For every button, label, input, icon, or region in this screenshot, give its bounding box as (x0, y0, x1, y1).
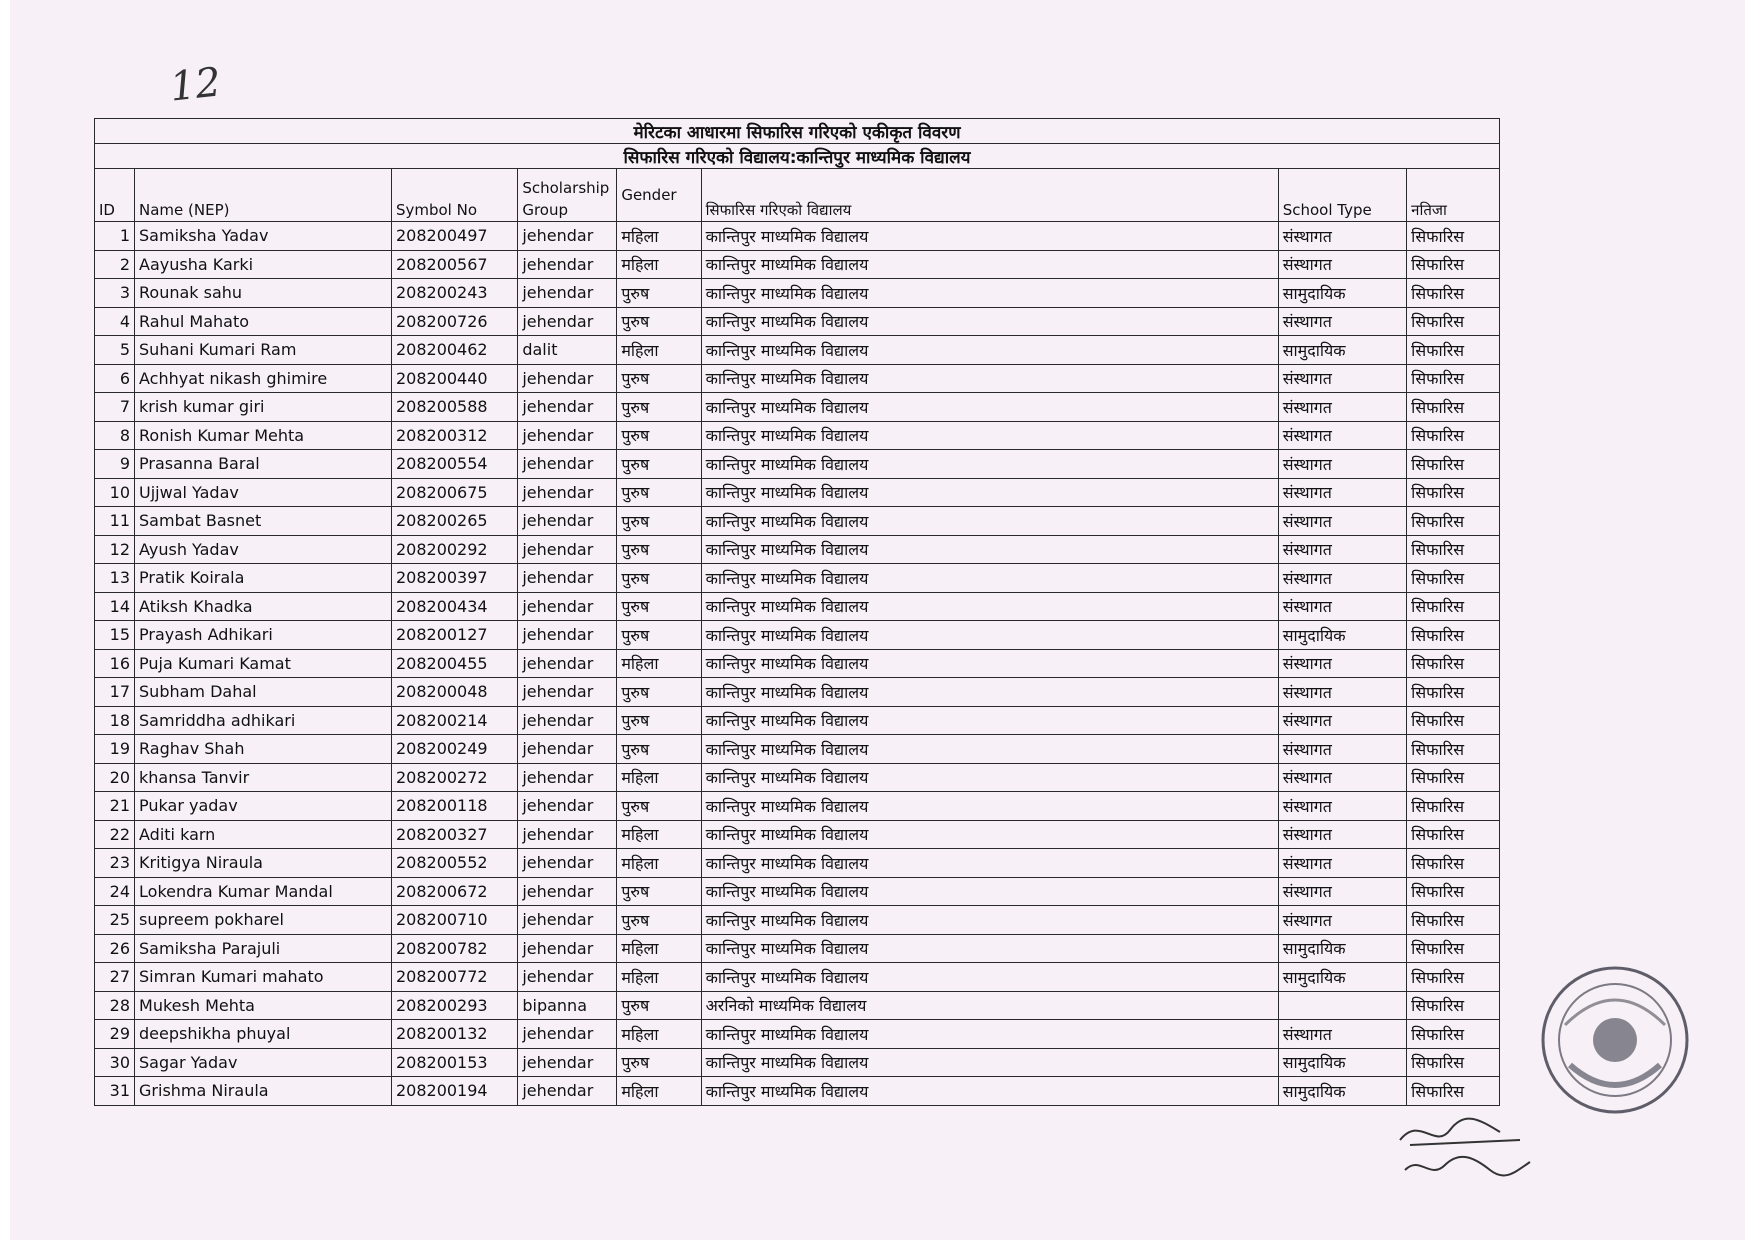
table-row (95, 393, 1500, 422)
row-result: सिफारिस (1407, 706, 1500, 735)
row-recommended-school: कान्तिपुर माध्यमिक विद्यालय (701, 364, 1278, 393)
row-scholarship-group: jehendar (518, 421, 617, 450)
row-id: 5 (95, 336, 135, 365)
table-row (95, 621, 1500, 650)
row-scholarship-group: jehendar (518, 877, 617, 906)
row-id: 4 (95, 307, 135, 336)
row-recommended-school: कान्तिपुर माध्यमिक विद्यालय (701, 564, 1278, 593)
row-result: सिफारिस (1407, 421, 1500, 450)
row-symbol-no: 208200552 (391, 849, 517, 878)
table-row (95, 592, 1500, 621)
row-school-type: संस्थागत (1278, 649, 1406, 678)
row-gender: पुरुष (617, 1048, 701, 1077)
row-id: 11 (95, 507, 135, 536)
row-gender: पुरुष (617, 706, 701, 735)
row-scholarship-group: jehendar (518, 222, 617, 251)
row-name: Pratik Koirala (135, 564, 392, 593)
table-title-row (95, 119, 1500, 144)
row-name: supreem pokharel (135, 906, 392, 935)
row-gender: पुरुष (617, 877, 701, 906)
row-gender: महिला (617, 222, 701, 251)
row-symbol-no: 208200048 (391, 678, 517, 707)
table-row (95, 934, 1500, 963)
table-row (95, 478, 1500, 507)
row-name: Lokendra Kumar Mandal (135, 877, 392, 906)
row-name: Puja Kumari Kamat (135, 649, 392, 678)
row-symbol-no: 208200462 (391, 336, 517, 365)
row-name: Atiksh Khadka (135, 592, 392, 621)
row-result: सिफारिस (1407, 336, 1500, 365)
row-school-type: सामुदायिक (1278, 336, 1406, 365)
row-recommended-school: कान्तिपुर माध्यमिक विद्यालय (701, 307, 1278, 336)
row-school-type: संस्थागत (1278, 393, 1406, 422)
row-gender: महिला (617, 1077, 701, 1106)
row-id: 13 (95, 564, 135, 593)
row-id: 10 (95, 478, 135, 507)
row-symbol-no: 208200672 (391, 877, 517, 906)
row-recommended-school: कान्तिपुर माध्यमिक विद्यालय (701, 877, 1278, 906)
row-school-type: संस्थागत (1278, 906, 1406, 935)
table-row (95, 307, 1500, 336)
row-recommended-school: कान्तिपुर माध्यमिक विद्यालय (701, 1020, 1278, 1049)
row-school-type: संस्थागत (1278, 364, 1406, 393)
row-symbol-no: 208200132 (391, 1020, 517, 1049)
row-school-type: सामुदायिक (1278, 621, 1406, 650)
row-result: सिफारिस (1407, 1048, 1500, 1077)
row-scholarship-group: dalit (518, 336, 617, 365)
row-id: 15 (95, 621, 135, 650)
row-gender: महिला (617, 1020, 701, 1049)
row-name: Samiksha Parajuli (135, 934, 392, 963)
row-school-type (1278, 991, 1406, 1020)
row-id: 19 (95, 735, 135, 764)
row-id: 22 (95, 820, 135, 849)
row-gender: पुरुष (617, 592, 701, 621)
row-name: deepshikha phuyal (135, 1020, 392, 1049)
table-row (95, 991, 1500, 1020)
row-recommended-school: कान्तिपुर माध्यमिक विद्यालय (701, 963, 1278, 992)
row-school-type: सामुदायिक (1278, 934, 1406, 963)
handwritten-signature (1390, 1110, 1540, 1190)
row-scholarship-group: jehendar (518, 706, 617, 735)
row-name: Ronish Kumar Mehta (135, 421, 392, 450)
row-name: Mukesh Mehta (135, 991, 392, 1020)
table-row (95, 963, 1500, 992)
table-subtitle-row (95, 144, 1500, 169)
table-row (95, 564, 1500, 593)
row-symbol-no: 208200272 (391, 763, 517, 792)
row-gender: पुरुष (617, 564, 701, 593)
row-id: 2 (95, 250, 135, 279)
row-name: Aditi karn (135, 820, 392, 849)
row-scholarship-group: jehendar (518, 1077, 617, 1106)
row-gender: पुरुष (617, 906, 701, 935)
row-scholarship-group: jehendar (518, 963, 617, 992)
row-school-type: संस्थागत (1278, 877, 1406, 906)
row-school-type: संस्थागत (1278, 763, 1406, 792)
row-result: सिफारिस (1407, 364, 1500, 393)
row-id: 26 (95, 934, 135, 963)
row-result: सिफारिस (1407, 507, 1500, 536)
column-header-school: सिफारिस गरिएको विद्यालय (701, 169, 1278, 222)
row-id: 25 (95, 906, 135, 935)
table-row (95, 792, 1500, 821)
row-gender: पुरुष (617, 507, 701, 536)
row-name: Samriddha adhikari (135, 706, 392, 735)
row-scholarship-group: jehendar (518, 678, 617, 707)
row-school-type: संस्थागत (1278, 478, 1406, 507)
table-row (95, 421, 1500, 450)
row-name: Subham Dahal (135, 678, 392, 707)
row-scholarship-group: jehendar (518, 507, 617, 536)
row-school-type: सामुदायिक (1278, 279, 1406, 308)
row-id: 9 (95, 450, 135, 479)
row-symbol-no: 208200153 (391, 1048, 517, 1077)
row-scholarship-group: jehendar (518, 1020, 617, 1049)
row-scholarship-group: jehendar (518, 364, 617, 393)
row-symbol-no: 208200243 (391, 279, 517, 308)
row-school-type: संस्थागत (1278, 592, 1406, 621)
row-school-type: संस्थागत (1278, 421, 1406, 450)
row-name: Simran Kumari mahato (135, 963, 392, 992)
row-scholarship-group: jehendar (518, 849, 617, 878)
row-symbol-no: 208200567 (391, 250, 517, 279)
row-recommended-school: अरनिको माध्यमिक विद्यालय (701, 991, 1278, 1020)
row-school-type: संस्थागत (1278, 307, 1406, 336)
table-row (95, 507, 1500, 536)
row-school-type: संस्थागत (1278, 706, 1406, 735)
row-school-type: संस्थागत (1278, 250, 1406, 279)
column-header-gender: Gender (617, 169, 701, 222)
row-school-type: संस्थागत (1278, 792, 1406, 821)
recommendation-table (94, 118, 1500, 1106)
table-subtitle: सिफारिस गरिएको विद्यालय:कान्तिपुर माध्यमिक विद्यालय (95, 144, 1500, 169)
row-id: 16 (95, 649, 135, 678)
table-row (95, 222, 1500, 251)
row-symbol-no: 208200397 (391, 564, 517, 593)
row-id: 8 (95, 421, 135, 450)
row-recommended-school: कान्तिपुर माध्यमिक विद्यालय (701, 336, 1278, 365)
row-scholarship-group: jehendar (518, 735, 617, 764)
row-result: सिफारिस (1407, 1077, 1500, 1106)
row-result: सिफारिस (1407, 792, 1500, 821)
row-recommended-school: कान्तिपुर माध्यमिक विद्यालय (701, 792, 1278, 821)
row-symbol-no: 208200497 (391, 222, 517, 251)
row-scholarship-group: jehendar (518, 307, 617, 336)
row-result: सिफारिस (1407, 820, 1500, 849)
row-result: सिफारिस (1407, 963, 1500, 992)
table-row (95, 849, 1500, 878)
row-scholarship-group: jehendar (518, 934, 617, 963)
row-symbol-no: 208200554 (391, 450, 517, 479)
row-id: 28 (95, 991, 135, 1020)
row-recommended-school: कान्तिपुर माध्यमिक विद्यालय (701, 621, 1278, 650)
row-recommended-school: कान्तिपुर माध्यमिक विद्यालय (701, 678, 1278, 707)
row-scholarship-group: jehendar (518, 535, 617, 564)
row-gender: पुरुष (617, 364, 701, 393)
row-id: 3 (95, 279, 135, 308)
row-gender: पुरुष (617, 450, 701, 479)
row-scholarship-group: jehendar (518, 250, 617, 279)
table-row (95, 1048, 1500, 1077)
row-result: सिफारिस (1407, 763, 1500, 792)
table-row (95, 535, 1500, 564)
table-row (95, 364, 1500, 393)
row-recommended-school: कान्तिपुर माध्यमिक विद्यालय (701, 934, 1278, 963)
row-id: 12 (95, 535, 135, 564)
row-result: सिफारिस (1407, 621, 1500, 650)
row-result: सिफारिस (1407, 393, 1500, 422)
row-result: सिफारिस (1407, 649, 1500, 678)
row-scholarship-group: bipanna (518, 991, 617, 1020)
row-school-type: संस्थागत (1278, 564, 1406, 593)
row-result: सिफारिस (1407, 564, 1500, 593)
row-name: Sambat Basnet (135, 507, 392, 536)
row-result: सिफारिस (1407, 279, 1500, 308)
row-result: सिफारिस (1407, 877, 1500, 906)
row-name: Aayusha Karki (135, 250, 392, 279)
table-row (95, 450, 1500, 479)
row-gender: पुरुष (617, 421, 701, 450)
row-symbol-no: 208200292 (391, 535, 517, 564)
row-recommended-school: कान्तिपुर माध्यमिक विद्यालय (701, 592, 1278, 621)
table-row (95, 820, 1500, 849)
row-recommended-school: कान्तिपुर माध्यमिक विद्यालय (701, 906, 1278, 935)
row-id: 29 (95, 1020, 135, 1049)
row-symbol-no: 208200782 (391, 934, 517, 963)
row-school-type: सामुदायिक (1278, 963, 1406, 992)
row-gender: पुरुष (617, 735, 701, 764)
row-id: 17 (95, 678, 135, 707)
row-recommended-school: कान्तिपुर माध्यमिक विद्यालय (701, 279, 1278, 308)
row-school-type: सामुदायिक (1278, 1077, 1406, 1106)
row-recommended-school: कान्तिपुर माध्यमिक विद्यालय (701, 649, 1278, 678)
row-result: सिफारिस (1407, 849, 1500, 878)
row-gender: महिला (617, 763, 701, 792)
row-scholarship-group: jehendar (518, 478, 617, 507)
handwritten-page-number: 12 (167, 59, 224, 111)
table-row (95, 1077, 1500, 1106)
row-recommended-school: कान्तिपुर माध्यमिक विद्यालय (701, 1077, 1278, 1106)
row-symbol-no: 208200312 (391, 421, 517, 450)
row-result: सिफारिस (1407, 934, 1500, 963)
table-row (95, 250, 1500, 279)
row-name: Raghav Shah (135, 735, 392, 764)
row-school-type: संस्थागत (1278, 507, 1406, 536)
row-name: Ayush Yadav (135, 535, 392, 564)
column-header-result: नतिजा (1407, 169, 1500, 222)
row-name: Sagar Yadav (135, 1048, 392, 1077)
row-gender: पुरुष (617, 393, 701, 422)
row-school-type: संस्थागत (1278, 222, 1406, 251)
row-school-type: संस्थागत (1278, 450, 1406, 479)
row-gender: महिला (617, 820, 701, 849)
row-id: 24 (95, 877, 135, 906)
row-gender: पुरुष (617, 678, 701, 707)
row-school-type: संस्थागत (1278, 1020, 1406, 1049)
row-school-type: संस्थागत (1278, 678, 1406, 707)
official-stamp (1530, 955, 1700, 1125)
row-id: 27 (95, 963, 135, 992)
row-result: सिफारिस (1407, 1020, 1500, 1049)
row-gender: महिला (617, 934, 701, 963)
row-name: Rounak sahu (135, 279, 392, 308)
row-scholarship-group: jehendar (518, 621, 617, 650)
row-recommended-school: कान्तिपुर माध्यमिक विद्यालय (701, 535, 1278, 564)
row-recommended-school: कान्तिपुर माध्यमिक विद्यालय (701, 478, 1278, 507)
row-result: सिफारिस (1407, 222, 1500, 251)
row-recommended-school: कान्तिपुर माध्यमिक विद्यालय (701, 393, 1278, 422)
row-recommended-school: कान्तिपुर माध्यमिक विद्यालय (701, 507, 1278, 536)
row-recommended-school: कान्तिपुर माध्यमिक विद्यालय (701, 735, 1278, 764)
row-symbol-no: 208200265 (391, 507, 517, 536)
row-school-type: संस्थागत (1278, 735, 1406, 764)
column-header-group: Scholarship Group (518, 169, 617, 222)
row-id: 21 (95, 792, 135, 821)
row-name: Grishma Niraula (135, 1077, 392, 1106)
row-result: सिफारिस (1407, 678, 1500, 707)
row-symbol-no: 208200455 (391, 649, 517, 678)
row-scholarship-group: jehendar (518, 792, 617, 821)
row-name: Pukar yadav (135, 792, 392, 821)
table-row (95, 1020, 1500, 1049)
row-recommended-school: कान्तिपुर माध्यमिक विद्यालय (701, 820, 1278, 849)
row-scholarship-group: jehendar (518, 649, 617, 678)
row-id: 30 (95, 1048, 135, 1077)
row-gender: पुरुष (617, 478, 701, 507)
row-id: 18 (95, 706, 135, 735)
row-name: Kritigya Niraula (135, 849, 392, 878)
row-symbol-no: 208200293 (391, 991, 517, 1020)
row-result: सिफारिस (1407, 250, 1500, 279)
row-result: सिफारिस (1407, 735, 1500, 764)
row-id: 31 (95, 1077, 135, 1106)
row-result: सिफारिस (1407, 307, 1500, 336)
row-id: 20 (95, 763, 135, 792)
row-recommended-school: कान्तिपुर माध्यमिक विद्यालय (701, 250, 1278, 279)
row-gender: महिला (617, 649, 701, 678)
table-row (95, 735, 1500, 764)
row-gender: पुरुष (617, 307, 701, 336)
row-school-type: सामुदायिक (1278, 1048, 1406, 1077)
row-gender: महिला (617, 336, 701, 365)
row-symbol-no: 208200772 (391, 963, 517, 992)
row-symbol-no: 208200434 (391, 592, 517, 621)
row-result: सिफारिस (1407, 991, 1500, 1020)
row-gender: पुरुष (617, 621, 701, 650)
row-name: khansa Tanvir (135, 763, 392, 792)
row-symbol-no: 208200588 (391, 393, 517, 422)
row-result: सिफारिस (1407, 450, 1500, 479)
row-scholarship-group: jehendar (518, 393, 617, 422)
row-symbol-no: 208200194 (391, 1077, 517, 1106)
row-id: 7 (95, 393, 135, 422)
table-row (95, 877, 1500, 906)
column-header-symbol: Symbol No (391, 169, 517, 222)
row-result: सिफारिस (1407, 535, 1500, 564)
row-gender: पुरुष (617, 535, 701, 564)
row-name: Prayash Adhikari (135, 621, 392, 650)
row-recommended-school: कान्तिपुर माध्यमिक विद्यालय (701, 222, 1278, 251)
row-name: Samiksha Yadav (135, 222, 392, 251)
column-header-name: Name (NEP) (135, 169, 392, 222)
column-header-id: ID (95, 169, 135, 222)
row-scholarship-group: jehendar (518, 450, 617, 479)
row-name: Prasanna Baral (135, 450, 392, 479)
column-header-school-type: School Type (1278, 169, 1406, 222)
row-id: 6 (95, 364, 135, 393)
row-gender: महिला (617, 963, 701, 992)
table-row (95, 336, 1500, 365)
row-recommended-school: कान्तिपुर माध्यमिक विद्यालय (701, 706, 1278, 735)
row-result: सिफारिस (1407, 478, 1500, 507)
row-recommended-school: कान्तिपुर माध्यमिक विद्यालय (701, 421, 1278, 450)
row-symbol-no: 208200710 (391, 906, 517, 935)
row-id: 23 (95, 849, 135, 878)
row-recommended-school: कान्तिपुर माध्यमिक विद्यालय (701, 450, 1278, 479)
row-result: सिफारिस (1407, 592, 1500, 621)
row-symbol-no: 208200249 (391, 735, 517, 764)
row-scholarship-group: jehendar (518, 564, 617, 593)
row-gender: पुरुष (617, 279, 701, 308)
row-school-type: संस्थागत (1278, 849, 1406, 878)
row-symbol-no: 208200214 (391, 706, 517, 735)
row-id: 1 (95, 222, 135, 251)
row-result: सिफारिस (1407, 906, 1500, 935)
table-title: मेरिटका आधारमा सिफारिस गरिएको एकीकृत विवरण (95, 119, 1500, 144)
row-scholarship-group: jehendar (518, 279, 617, 308)
table-row (95, 279, 1500, 308)
row-symbol-no: 208200726 (391, 307, 517, 336)
row-name: Suhani Kumari Ram (135, 336, 392, 365)
row-gender: महिला (617, 250, 701, 279)
row-school-type: संस्थागत (1278, 535, 1406, 564)
row-scholarship-group: jehendar (518, 820, 617, 849)
row-scholarship-group: jehendar (518, 763, 617, 792)
row-symbol-no: 208200327 (391, 820, 517, 849)
row-symbol-no: 208200127 (391, 621, 517, 650)
row-school-type: संस्थागत (1278, 820, 1406, 849)
row-recommended-school: कान्तिपुर माध्यमिक विद्यालय (701, 849, 1278, 878)
row-name: krish kumar giri (135, 393, 392, 422)
row-gender: महिला (617, 849, 701, 878)
row-id: 14 (95, 592, 135, 621)
row-scholarship-group: jehendar (518, 592, 617, 621)
row-symbol-no: 208200118 (391, 792, 517, 821)
table-header-row (95, 169, 1500, 222)
document-page (10, 0, 1745, 1240)
row-scholarship-group: jehendar (518, 906, 617, 935)
row-symbol-no: 208200675 (391, 478, 517, 507)
row-name: Ujjwal Yadav (135, 478, 392, 507)
row-scholarship-group: jehendar (518, 1048, 617, 1077)
row-name: Achhyat nikash ghimire (135, 364, 392, 393)
table-row (95, 678, 1500, 707)
table-row (95, 906, 1500, 935)
table-row (95, 649, 1500, 678)
table-row (95, 706, 1500, 735)
row-gender: पुरुष (617, 991, 701, 1020)
row-recommended-school: कान्तिपुर माध्यमिक विद्यालय (701, 1048, 1278, 1077)
row-gender: पुरुष (617, 792, 701, 821)
row-recommended-school: कान्तिपुर माध्यमिक विद्यालय (701, 763, 1278, 792)
table-row (95, 763, 1500, 792)
row-name: Rahul Mahato (135, 307, 392, 336)
row-symbol-no: 208200440 (391, 364, 517, 393)
